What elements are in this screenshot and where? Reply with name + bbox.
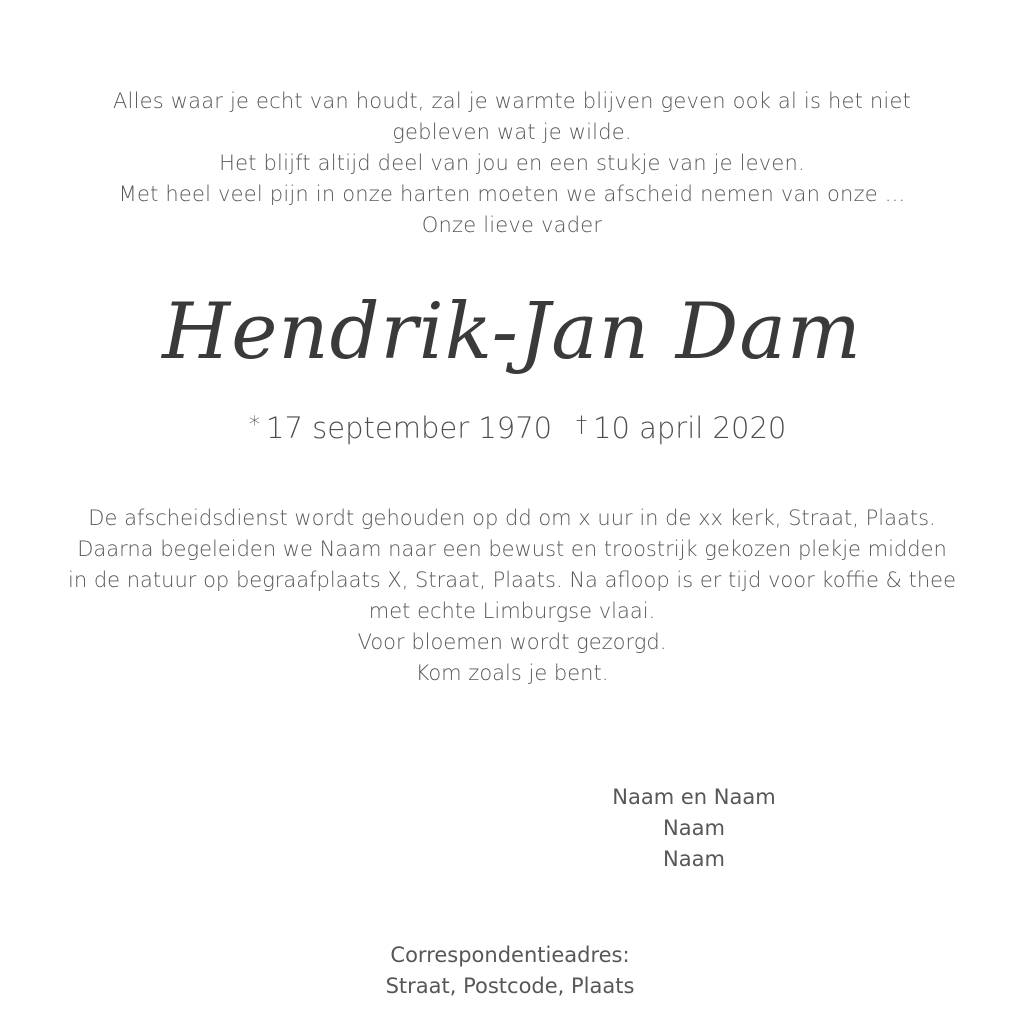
service-line: Daarna begeleiden we Naam naar een bewust en troostrijk gekozen plekje midden [77, 537, 947, 561]
service-line: Voor bloemen wordt gezorgd. [357, 630, 667, 654]
service-line: met echte Limburgse vlaai. [368, 599, 656, 623]
address-value: Straat, Postcode, Plaats [385, 974, 635, 998]
intro-line: Onze lieve vader [421, 213, 603, 237]
birth-date-group [249, 404, 552, 450]
intro-line: gebleven wat je wilde. [392, 120, 632, 144]
deceased-name: Hendrik-Jan Dam [162, 287, 862, 377]
service-line: in de natuur op begraafplaats X, Straat, Plaats. Na afloop is er tijd voor koffie & thee [68, 568, 956, 592]
birth-date: 17 september 1970 [266, 411, 553, 445]
family-name-line: Naam [663, 816, 725, 840]
address-label: Correspondentieadres: [390, 943, 630, 967]
service-line: Kom zoals je bent. [415, 661, 609, 685]
intro-poem [0, 86, 1024, 241]
intro-line: Met heel veel pijn in onze harten moeten we afscheid nemen van onze ... [118, 182, 906, 206]
death-date: 10 april 2020 [593, 411, 787, 445]
death-date-group [576, 404, 786, 450]
family-name-line: Naam [663, 847, 725, 871]
family-name-line: Naam en Naam [612, 785, 776, 809]
service-details [0, 503, 1024, 689]
family-names [594, 782, 794, 875]
birth-symbol: * [249, 413, 260, 438]
correspondence-address [360, 940, 660, 1002]
service-line: De afscheidsdienst wordt gehouden op dd om x uur in de xx kerk, Straat, Plaats. [88, 506, 936, 530]
life-dates [0, 404, 1024, 448]
death-symbol: † [576, 413, 587, 438]
intro-line: Alles waar je echt van houdt, zal je warmte blijven geven ook al is het niet [112, 89, 911, 113]
intro-line: Het blijft altijd deel van jou en een stukje van je leven. [219, 151, 805, 175]
